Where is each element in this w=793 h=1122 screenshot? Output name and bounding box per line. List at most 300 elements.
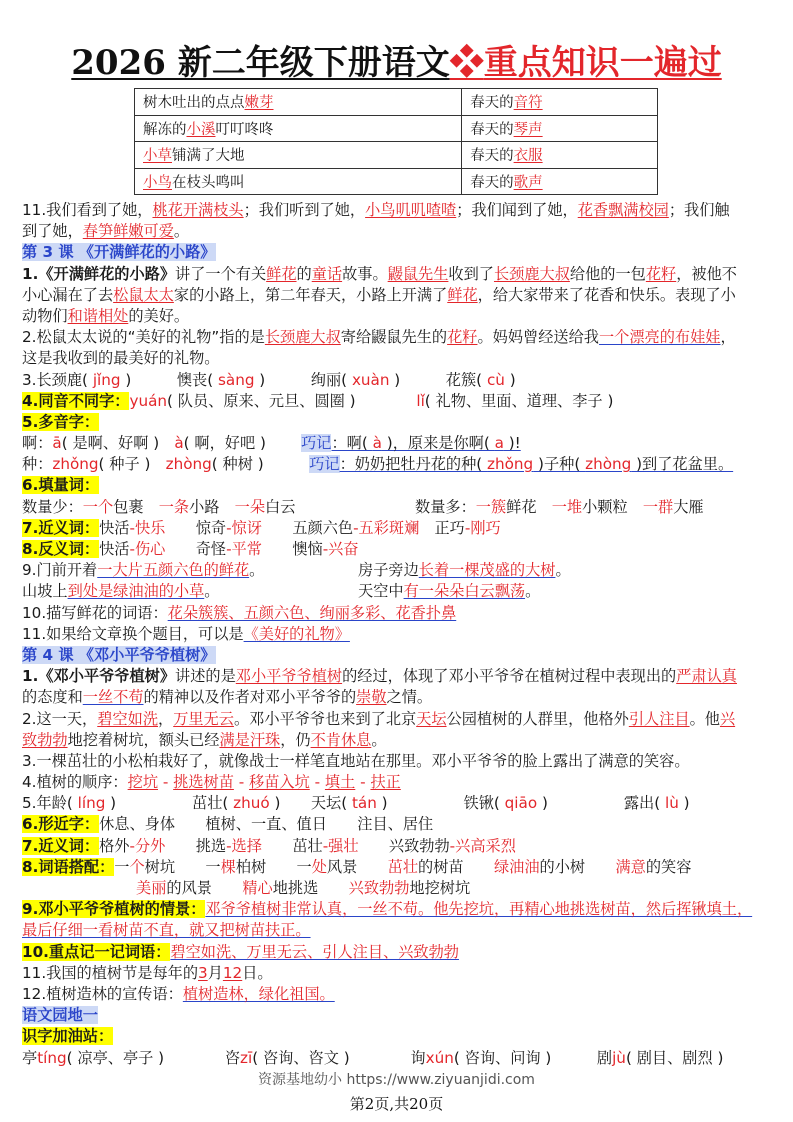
red-underlined-keyword: 琴声 <box>513 121 543 138</box>
red-text: tíng <box>37 1048 67 1067</box>
text-run: 地挑选 <box>272 879 349 897</box>
text-line <box>22 348 782 369</box>
red-underlined-keyword: 花籽 <box>447 328 478 347</box>
text-run: 包裹 <box>113 497 159 516</box>
text-line <box>22 793 782 814</box>
text-run: 给他的一包 <box>569 264 646 283</box>
text-line <box>22 285 782 306</box>
text-run: ( 是啊、好啊 ) <box>61 434 175 453</box>
text-run: 9.门前开着 <box>22 561 98 580</box>
text-run: 11.我们看到了她， <box>22 201 153 219</box>
text-run: 种： <box>22 455 53 474</box>
text-run: ( 啊，好吧 ) <box>183 434 302 453</box>
red-text: -选择 <box>226 836 262 855</box>
text-line <box>22 1048 782 1069</box>
table-cell <box>135 89 462 116</box>
text-run: 一 <box>114 857 130 876</box>
text-run: ( 队员、原来、元旦、圆圈 ) <box>167 391 417 410</box>
red-keyword-blue-underline: 一丝不苟 <box>82 688 144 707</box>
text-line <box>22 560 782 581</box>
text-run: ) 绚丽( <box>254 370 352 389</box>
red-underlined-keyword: 鲜花 <box>447 285 478 304</box>
red-keyword-blue-underline: 《美好的礼物》 <box>243 624 350 643</box>
text-run: 数量少： <box>22 497 83 516</box>
text-run: ) 懊丧( <box>120 370 218 389</box>
text-run: 故事。 <box>342 264 388 283</box>
text-run: 地挖树坑 <box>409 879 471 897</box>
red-underlined-keyword: 音符 <box>513 95 543 112</box>
text-line <box>22 518 782 539</box>
red-text: - <box>233 773 250 792</box>
text-run: ( 种树 ) <box>211 455 310 474</box>
table-cell <box>462 89 658 116</box>
red-underlined-keyword: 歌声 <box>513 174 543 191</box>
text-run: ，给大家带来了花香和快乐。表现了小 <box>477 285 736 304</box>
red-text: zī <box>240 1048 253 1067</box>
red-underlined-keyword: 小溪 <box>186 121 216 138</box>
text-run: 。 <box>204 582 220 601</box>
text-run: ) <box>678 794 690 813</box>
text-run: 2.这一天， <box>22 709 98 728</box>
red-underlined-keyword: 不肯休息 <box>310 730 372 749</box>
text-line <box>22 709 782 730</box>
text-line <box>22 475 782 496</box>
highlight-label: 4.同音不同字： <box>22 391 130 410</box>
text-run: 奇怪 <box>165 540 227 558</box>
text-line <box>22 984 782 1005</box>
second-column <box>358 581 540 602</box>
text-run: 的美好。 <box>128 306 190 325</box>
text-run: 收到了 <box>448 264 494 283</box>
text-run: 柏树 一 <box>235 857 312 876</box>
red-keyword-blue-underline: 植树造林，绿化祖国。 <box>182 984 335 1003</box>
highlight-label: 8.词语搭配： <box>22 857 115 876</box>
text-run: 的态度和 <box>22 688 83 707</box>
red-underlined-keyword: 小草 <box>143 148 172 165</box>
highlight-label: 6.形近字： <box>22 815 100 834</box>
text-line <box>22 603 782 624</box>
red-text: 绿油油 <box>493 857 540 876</box>
red-text: zhuó <box>233 794 270 813</box>
red-underlined-keyword: 长颈鹿大叔 <box>264 328 341 347</box>
red-text: sàng <box>217 370 255 389</box>
text-line <box>22 687 782 708</box>
red-text: 个 <box>129 857 145 876</box>
text-run: ) 天坛( <box>269 794 352 813</box>
text-line <box>22 264 782 285</box>
text-run: 5.年龄( <box>22 794 78 813</box>
section-heading: 语文园地一 <box>22 1006 98 1025</box>
text-run: 讲述的是 <box>175 667 236 686</box>
red-text: zhòng <box>165 455 212 474</box>
text-run: 12.植树造林的宣传语： <box>22 984 183 1003</box>
text-run: 。他 <box>689 709 720 728</box>
text-run: 公园植树的人群里，他格外 <box>446 709 629 728</box>
footer-watermark: 资源基地幼小 https://www.ziyuanjidi.com <box>258 1072 535 1088</box>
text-line <box>22 1026 782 1047</box>
text-run: 这是我收到的最美好的礼物。 <box>22 349 220 368</box>
text-run: 的小树 <box>539 857 616 876</box>
text-run: ( 凉亭、亭子 ) 咨 <box>66 1048 241 1067</box>
text-run: 快活 <box>99 518 130 537</box>
table-row <box>135 89 658 116</box>
text-run: 小心漏在了去 <box>22 285 114 304</box>
text-run: 。 <box>555 561 571 580</box>
bold-text: 1.《邓小平爷爷植树》 <box>22 667 176 686</box>
text-run: 铺满了大地 <box>172 148 245 165</box>
red-text: 一簇 <box>475 497 507 516</box>
text-run: 动物们 <box>22 306 68 325</box>
red-text: -刚巧 <box>464 518 501 537</box>
red-keyword-blue-underline: 最后仔细一看树苗不直，就又把树苗扶正。 <box>22 921 311 940</box>
text-run: 挑选 <box>165 836 227 855</box>
text-run: 的 <box>296 264 312 283</box>
title-main: 2026 新二年级下册语文 <box>71 43 450 83</box>
red-text: -惊讶 <box>226 518 262 537</box>
text-run: ( 礼物、里面、道理、李子 ) <box>424 391 614 410</box>
page-number: 第2页,共20页 <box>349 1095 444 1113</box>
red-text: 一个 <box>82 497 114 516</box>
text-run: 啊： <box>22 434 53 453</box>
text-line <box>22 581 782 602</box>
highlight-label: 识字加油站： <box>22 1027 114 1046</box>
text-run: ) <box>504 370 516 389</box>
red-text: -五彩斑斓 <box>353 518 420 537</box>
red-underlined-keyword: 小鸟 <box>143 174 172 191</box>
text-run: ， <box>720 328 736 347</box>
text-run: 小路 <box>189 497 235 516</box>
highlight-label: 9.邓小平爷爷植树的情景： <box>22 900 206 919</box>
red-text: jù <box>612 1048 626 1067</box>
mnemonic-text: )，原来是你啊( <box>381 434 495 453</box>
red-text: líng <box>77 794 106 813</box>
red-underlined-keyword: 兴 <box>719 709 736 728</box>
text-line <box>22 306 782 327</box>
bold-text: 1.《开满鲜花的小路》 <box>22 264 176 283</box>
section-heading: 第 4 课 《邓小平爷爷植树》 <box>22 645 216 664</box>
highlight-label: 6.填量词： <box>22 476 100 495</box>
text-line <box>22 899 782 920</box>
text-line <box>22 857 782 878</box>
red-underlined-keyword: 满是汗珠 <box>219 730 281 749</box>
red-text: -快乐 <box>129 518 166 537</box>
text-run: 兴致勃勃 <box>358 836 450 855</box>
table-row <box>135 115 658 142</box>
text-run: 的笑容 <box>645 857 692 876</box>
red-underlined-keyword: 松鼠太太 <box>113 285 174 304</box>
text-run: 之情。 <box>386 688 433 707</box>
text-run: 11.我国的植树节是每年的 <box>22 963 199 982</box>
red-underlined-keyword: 挖坑 <box>127 773 158 792</box>
text-run: ) 铁锹( <box>376 794 505 813</box>
red-underlined-keyword: 和谐相处 <box>67 306 129 325</box>
second-column <box>358 560 571 581</box>
text-run: 4.植树的顺序： <box>22 773 128 792</box>
text-run: ；我们闻到了她， <box>456 201 578 219</box>
text-line <box>22 242 782 263</box>
title-accent: 重点知识一遍过 <box>483 43 722 83</box>
red-underlined-keyword: 碧空如洗 <box>97 709 158 728</box>
red-text: -兴奋 <box>322 540 359 558</box>
text-run: 月 <box>207 963 223 982</box>
red-text: 满意 <box>615 857 646 876</box>
text-run: 树坑 一 <box>144 857 221 876</box>
text-run: ， <box>158 709 174 728</box>
text-run: 10.描写鲜花的词语： <box>22 603 168 622</box>
red-underlined-keyword: 扶正 <box>370 773 401 792</box>
text-run: 白云 <box>265 497 296 516</box>
text-run: 。 <box>525 582 541 601</box>
study-notes-body <box>22 200 782 1069</box>
text-line <box>22 772 782 793</box>
text-line <box>22 666 782 687</box>
text-run: 。 <box>249 561 265 580</box>
red-text: ā <box>52 434 62 453</box>
red-text: -伤心 <box>129 540 166 558</box>
red-text: -平常 <box>226 540 262 558</box>
red-text: cù <box>486 370 505 389</box>
text-line <box>22 624 782 645</box>
red-underlined-keyword: 衣服 <box>513 148 543 165</box>
red-underlined-keyword: 小鸟叽叽喳喳 <box>365 201 457 219</box>
red-text: - <box>158 773 174 792</box>
red-text: à <box>174 434 184 453</box>
text-run: 茁壮 <box>261 836 323 855</box>
red-text: lǐ <box>416 391 425 410</box>
red-underlined-keyword: 鲜花 <box>266 264 297 283</box>
text-run: 树木吐出的点点 <box>143 95 245 112</box>
text-run: 家的小路上，第二年春天，小路上开满了 <box>173 285 448 304</box>
red-underlined-keyword: 致勃勃 <box>22 730 68 749</box>
red-text: 一堆 <box>551 497 583 516</box>
text-line <box>22 497 782 518</box>
mnemonic-pinyin: zhǒng <box>487 455 534 474</box>
text-run: 的树苗 <box>418 857 494 876</box>
red-keyword-blue-underline: 邓爷爷植树非常认真，一丝不苟。他先挖坑，再精心地挑选树苗，然后挥锹填土， <box>205 900 753 919</box>
text-run: 天空中 <box>358 582 404 601</box>
table-row <box>135 168 658 195</box>
red-text: tán <box>351 794 377 813</box>
text-run: 休息、身体 植树、一直、值日 注目、居住 <box>99 815 434 834</box>
red-text: qiāo <box>504 794 538 813</box>
text-line <box>22 221 782 242</box>
red-underlined-keyword: 崇敬 <box>356 688 387 707</box>
red-underlined-keyword: 花香飘满校园 <box>577 201 669 219</box>
highlight-label: 7.近义词： <box>22 836 100 855</box>
text-line <box>22 539 782 560</box>
red-underlined-keyword: 12 <box>222 963 243 982</box>
text-run: 11.如果给文章换个题目，可以是 <box>22 624 244 643</box>
red-text: 一朵 <box>234 497 265 516</box>
text-line <box>22 412 782 433</box>
red-underlined-keyword: 天坛 <box>416 709 447 728</box>
table-cell <box>135 142 462 169</box>
mnemonic-tag: 巧记 <box>301 434 332 453</box>
text-run: ) 茁壮( <box>105 794 234 813</box>
text-line <box>22 878 782 899</box>
red-text: 处 <box>311 857 327 876</box>
table-cell <box>462 168 658 195</box>
text-run: 春天的 <box>470 174 514 191</box>
text-run: 山坡上 <box>22 582 68 601</box>
text-run: 地挖着树坑，额头已经 <box>67 730 220 749</box>
text-run: ( 咨询、咨文 ) 询 <box>252 1048 426 1067</box>
table-cell <box>462 142 658 169</box>
text-line <box>22 814 782 835</box>
text-line <box>22 200 782 221</box>
second-column <box>415 497 704 518</box>
red-text: 一群 <box>642 497 674 516</box>
text-run: 房子旁边 <box>358 561 419 580</box>
highlight-label: 10.重点记一记词语： <box>22 942 171 961</box>
red-keyword-blue-underline: 有一朵朵白云飘荡 <box>403 582 526 601</box>
text-run: 大雁 <box>673 497 704 516</box>
red-text: 茁壮 <box>387 857 419 876</box>
mnemonic-pinyin: a <box>494 434 504 453</box>
text-run: 春天的 <box>470 95 514 112</box>
red-underlined-keyword: 移苗入坑 <box>249 773 310 792</box>
text-run: 的风景 <box>166 879 243 897</box>
red-text: xún <box>425 1048 454 1067</box>
red-underlined-keyword: 童话 <box>311 264 343 283</box>
table-cell <box>462 115 658 142</box>
text-line <box>22 751 782 772</box>
mnemonic-text: )到了花盆里。 <box>631 455 734 474</box>
mnemonic-text: )子种( <box>533 455 586 474</box>
red-keyword-blue-underline: 花朵簇簇、五颜六色、绚丽多彩、花香扑鼻 <box>167 603 457 622</box>
text-run: 讲了一个有关 <box>175 264 267 283</box>
red-text: 兴致勃勃 <box>348 879 410 897</box>
text-line <box>22 370 782 391</box>
table-cell <box>135 115 462 142</box>
mnemonic-tag: 巧记 <box>309 455 340 474</box>
text-run: ；我们听到了她， <box>243 201 366 219</box>
mnemonic-pinyin: zhòng <box>585 455 632 474</box>
red-underlined-keyword: 引人注目 <box>628 709 690 728</box>
text-run: 小颗粒 <box>582 497 643 516</box>
text-run: 亭 <box>22 1048 38 1067</box>
red-underlined-keyword: 邓小平爷爷植树 <box>235 667 343 686</box>
red-text: - <box>309 773 325 792</box>
text-run: 。邓小平爷爷也来到了北京 <box>233 709 417 728</box>
text-run: ( 咨询、问询 ) 剧 <box>453 1048 613 1067</box>
text-line <box>22 730 782 751</box>
text-line <box>22 942 782 963</box>
red-underlined-keyword: 花籽 <box>645 264 677 283</box>
text-run: 。妈妈曾经送给我 <box>477 328 599 347</box>
text-run: 快活 <box>99 540 130 558</box>
mnemonic-text: ：啊( <box>331 434 373 453</box>
red-underlined-keyword: 挑选树苗 <box>173 773 234 792</box>
red-underlined-keyword: 嫩芽 <box>244 95 274 112</box>
red-underlined-keyword: 万里无云 <box>173 709 234 728</box>
text-run: ，被他不 <box>676 264 737 283</box>
text-run: 寄给鼹鼠先生的 <box>340 328 448 347</box>
mnemonic-text: )! <box>503 434 521 453</box>
text-line <box>22 1005 782 1026</box>
text-run: 春天的 <box>470 148 514 165</box>
text-run: 。 <box>371 730 387 749</box>
text-run: 正巧 <box>419 518 465 537</box>
red-underlined-keyword: 填土 <box>324 773 356 792</box>
text-run: ) 花簇( <box>389 370 487 389</box>
text-run: ) 露出( <box>537 794 665 813</box>
text-run: 懊恼 <box>261 540 323 558</box>
red-text: zhǒng <box>52 455 99 474</box>
table-body <box>135 89 658 195</box>
text-line <box>22 454 782 475</box>
text-run: 春天的 <box>470 121 514 138</box>
mnemonic-text: ：奶奶把牡丹花的种( <box>339 455 488 474</box>
red-underlined-keyword: 桃花开满枝头 <box>152 201 244 219</box>
red-underlined-keyword: 春笋鲜嫩可爱 <box>82 222 174 241</box>
red-keyword-blue-underline: 一大片五颜六色的鲜花 <box>97 561 250 580</box>
text-line <box>22 963 782 984</box>
text-line <box>22 836 782 857</box>
text-run: ( 种子 ) <box>98 455 166 474</box>
red-text: 精心 <box>242 879 273 897</box>
red-text: 美丽 <box>136 879 167 897</box>
text-run: 2.松鼠太太说的“美好的礼物”指的是 <box>22 328 265 347</box>
text-line <box>22 391 782 412</box>
text-run: 日。 <box>242 963 273 982</box>
red-keyword-blue-underline: 到处是绿油油的小草 <box>67 582 205 601</box>
text-run: 在枝头鸣叫 <box>172 174 245 191</box>
title-diamond-icon: ❖ <box>449 43 484 83</box>
text-run: ( 剧目、剧烈 ) <box>625 1048 724 1067</box>
text-line <box>22 645 782 666</box>
section-heading: 第 3 课 《开满鲜花的小路》 <box>22 243 216 262</box>
highlight-label: 8.反义词： <box>22 540 100 558</box>
page-title <box>0 40 793 86</box>
text-run: 数量多： <box>415 497 476 516</box>
text-run: 3.一棵茁壮的小松柏栽好了，就像战士一样笔直地站在那里。邓小平爷爷的脸上露出了满意的笑容。 <box>22 751 690 770</box>
text-run: 惊奇 <box>165 518 227 537</box>
red-text: - <box>355 773 371 792</box>
text-line <box>22 920 782 941</box>
text-run: ，仍 <box>280 730 311 749</box>
text-run: 的经过，体现了邓小平爷爷在植树过程中表现出的 <box>342 667 677 686</box>
red-underlined-keyword: 长颈鹿大叔 <box>493 264 570 283</box>
red-text: 一条 <box>158 497 190 516</box>
red-text: -强壮 <box>322 836 359 855</box>
red-text: yuán <box>129 391 168 410</box>
highlight-label: 7.近义词： <box>22 518 100 537</box>
text-run: 解冻的 <box>143 121 187 138</box>
red-underlined-keyword: 鼹鼠先生 <box>387 264 449 283</box>
text-line <box>22 433 782 454</box>
highlight-label: 5.多音字： <box>22 412 100 431</box>
text-run: 。 <box>173 222 190 241</box>
text-run: 的精神以及作者对邓小平爷爷的 <box>143 688 357 707</box>
table-row <box>135 142 658 169</box>
text-run: 五颜六色 <box>261 518 354 537</box>
text-run: 鲜花 <box>506 497 552 516</box>
red-underlined-keyword: 严肃认真 <box>676 667 737 686</box>
table-cell <box>135 168 462 195</box>
text-run: 格外 <box>99 836 130 855</box>
text-line <box>22 327 782 348</box>
red-text: jǐng <box>92 370 121 389</box>
red-text: -兴高采烈 <box>449 836 516 855</box>
text-run: 叮叮咚咚 <box>215 121 274 138</box>
red-text: 棵 <box>220 857 236 876</box>
red-keyword-blue-underline: 碧空如洗、万里无云、引人注目、兴致勃勃 <box>170 942 459 961</box>
mnemonic-pinyin: à <box>372 434 382 453</box>
text-run: ；我们触 <box>668 201 730 219</box>
red-text: xuàn <box>351 370 390 389</box>
red-keyword-blue-underline: 一个漂亮的布娃娃 <box>598 328 721 347</box>
